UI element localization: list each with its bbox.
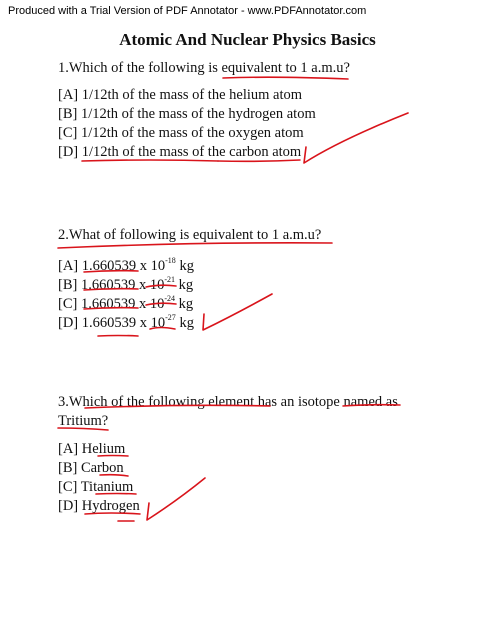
option-unit: kg (175, 295, 194, 312)
option-label: [C] 1.660539 x 10 (58, 295, 165, 312)
option-exponent: -18 (165, 256, 176, 265)
question-3-line-2: Tritium? (58, 413, 109, 429)
ink-checkmark-q3 (147, 478, 205, 520)
question-3-line-1: 3.Which of the following element has an isotope named as (58, 394, 398, 410)
option-exponent: -24 (164, 294, 176, 303)
ink-checkmark-q2 (203, 294, 272, 330)
option-exponent: -21 (164, 275, 176, 284)
q1-option-b: [B] 1/12th of the mass of the hydrogen atom (58, 106, 316, 122)
option-exponent: -27 (165, 313, 176, 322)
q3-option-b: [B] Carbon (58, 460, 124, 476)
option-label: [B] 1.660539 x 10 (58, 276, 165, 293)
ink-checkmark-q1 (304, 113, 408, 163)
option-unit: kg (175, 276, 194, 293)
option-label: [A] 1.660539 x 10 (58, 257, 166, 274)
option-label: [D] 1.660539 x 10 (58, 314, 166, 331)
question-2: 2.What of following is equivalent to 1 a.m.u? (58, 227, 322, 243)
option-unit: kg (175, 257, 194, 274)
option-unit: kg (175, 314, 194, 331)
trial-watermark: Produced with a Trial Version of PDF Annotator - www.PDFAnnotator.com (8, 5, 367, 17)
q1-option-c: [C] 1/12th of the mass of the oxygen atom (58, 125, 304, 141)
ink-underline-q1-key (223, 77, 348, 79)
ink-underline-q2-d (98, 336, 138, 337)
page-title: Atomic And Nuclear Physics Basics (119, 30, 376, 49)
q1-option-a: [A] 1/12th of the mass of the helium atom (58, 87, 303, 103)
q2-option-d (58, 310, 194, 332)
question-1: 1.Which of the following is equivalent to 1 a.m.u? (58, 60, 350, 76)
q3-option-a: [A] Helium (58, 441, 126, 457)
q3-option-d: [D] Hydrogen (58, 498, 140, 514)
q3-option-c: [C] Titanium (58, 479, 134, 495)
q1-option-d: [D] 1/12th of the mass of the carbon atom (58, 144, 302, 160)
